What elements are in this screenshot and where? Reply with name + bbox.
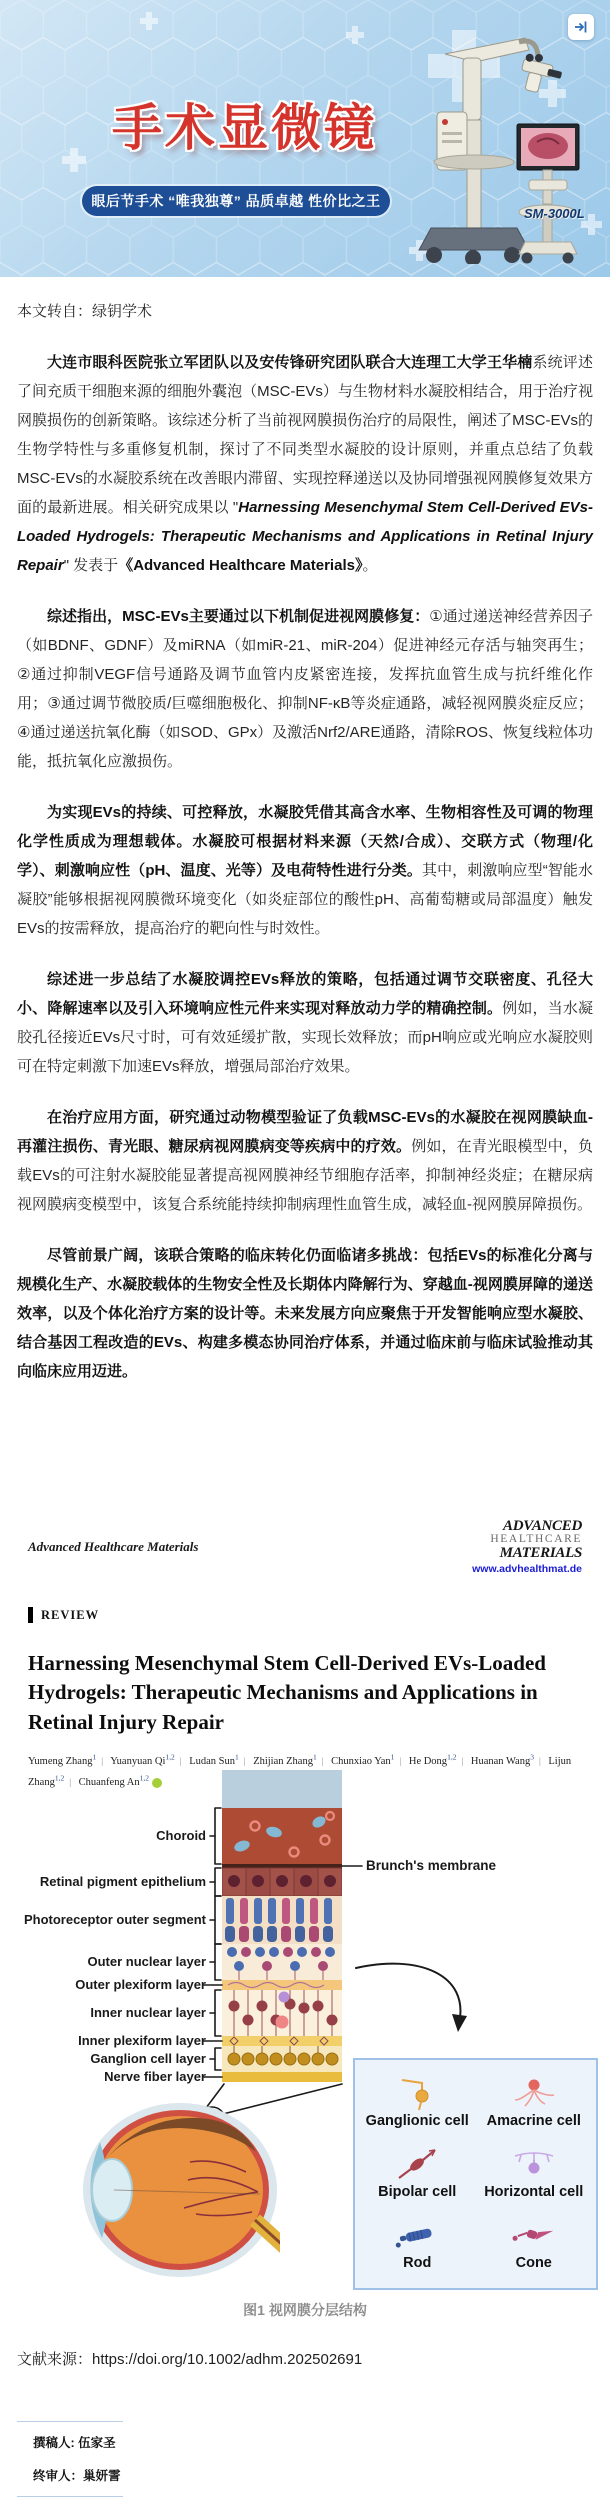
logo-line-1: ADVANCED bbox=[502, 1518, 582, 1534]
author: He Dong$^{1,2}$ bbox=[408, 1752, 457, 1767]
legend-item: Bipolar cell bbox=[359, 2139, 476, 2210]
banner-tagline: 眼后节手术 “唯我独尊” 品质卓越 性价比之王 bbox=[82, 186, 390, 216]
article-paragraph: 为实现EVs的持续、可控释放，水凝胶凭借其高含水率、生物相容性及可调的物理化学性质成为理想载体。水凝胶可根据材料来源（天然/合成）、交联方式（物理/化学）、刺激响应性（pH、温度、光等）及电荷特性进行分类。其中，刺激响应型“智能水凝胶”能够根据视网膜微环境变化（如炎症部位的酸性pH、高葡萄糖或局部温度）触发EVs的按需释放，提高治疗的靶向性与时效性。 bbox=[17, 804, 594, 937]
layer-label-nerve-fiber: Nerve fiber layer bbox=[104, 2069, 206, 2084]
author: Chuanfeng An$^{1,2}$ bbox=[78, 1773, 149, 1789]
banner-model-number: SM-3000L bbox=[524, 206, 585, 221]
enter-arrow-icon bbox=[573, 19, 589, 35]
rod-cell-icon bbox=[394, 2219, 440, 2253]
legend-item: Rod bbox=[359, 2209, 476, 2280]
amacrine-cell-icon bbox=[511, 2077, 557, 2111]
author-list: Yumeng Zhang$^1$ | Yuanyuan Qi$^{1,2}$ | Ludan Sun$^1$ | Zhijian Zhang$^1$ | Chunxiao Yan$^1$ | He Dong$^{1,2}$ | Huanan Wang$^3$ | Lijun Zhang$^{1,2}$ | Chuanfeng An$^{1,2}$ bbox=[28, 1752, 572, 1789]
layer-label-outer-nuclear: Outer nuclear layer bbox=[87, 1954, 206, 1969]
brunchs-membrane-label: Brunch's membrane bbox=[366, 1858, 496, 1873]
ganglionic-cell-icon bbox=[394, 2077, 440, 2111]
eyeball-illustration bbox=[80, 2100, 280, 2280]
layer-label-inner-plexiform: Inner plexiform layer bbox=[78, 2033, 206, 2048]
writer-credit: 撰稿人: 伍家圣 bbox=[33, 2436, 116, 2450]
logo-line-3: MATERIALS bbox=[499, 1545, 582, 1562]
article-paragraph: 综述指出，MSC-EVs主要通过以下机制促进视网膜修复：①通过递送神经营养因子（如BDNF、GDNF）及miRNA（如miR-21、miR-204）促进神经元存活与轴突再生；②通过抑制VEGF信号通路及调节血管内皮紧密连接，发挥抗血管生成与抗纤维化作用；③通过调节微胶质/巨噬细胞极化、抑制NF-κB等炎症通路，减轻视网膜炎症反应；④通过递送抗氧化酶（如SOD、GPx）及激活Nrf2/ARE通路，清除ROS、恢复线粒体功能，抵抗氧化应激损伤。 bbox=[17, 608, 593, 770]
surgical-microscope-illustration bbox=[379, 12, 594, 264]
cone-cell-icon bbox=[511, 2219, 557, 2253]
article-paragraph: 大连市眼科医院张立军团队以及安传锋研究团队联合大连理工大学王华楠系统评述了间充质干细胞来源的细胞外囊泡（MSC-EVs）与生物材料水凝胶相结合，用于治疗视网膜损伤的创新策略。该综述分析了当前视网膜损伤治疗的局限性，阐述了MSC-EVs的生物学特性与多重修复机制，探讨了不同类型水凝胶的设计原则，并重点总结了负载MSC-EVs的水凝胶系统在改善眼内滞留、实现控释递送以及协同增强视网膜修复效果方面的最新进展。相关研究成果以 "Harnessing Mesenchymal Stem Cell-Derived EVs-Loaded Hydrogels: Therapeutic Mechanisms and Applications in Retinal Injury Repair" 发表于《Advanced Healthcare Materials》。 bbox=[17, 354, 593, 574]
paper-screenshot bbox=[0, 1505, 610, 1793]
journal-url: www.advhealthmat.de bbox=[472, 1563, 582, 1576]
legend-item: Cone bbox=[476, 2209, 593, 2280]
paper-title: Harnessing Mesenchymal Stem Cell-Derived EVs-Loaded Hydrogels: Therapeutic Mechanisms and Applications in Retinal Injury Repair bbox=[28, 1651, 546, 1734]
author: Yuanyuan Qi$^{1,2}$ bbox=[110, 1752, 175, 1767]
author: Ludan Sun$^1$ bbox=[189, 1752, 239, 1767]
legend-item: Amacrine cell bbox=[476, 2068, 593, 2139]
author: Zhijian Zhang$^1$ bbox=[253, 1752, 317, 1767]
horizontal-cell-icon bbox=[511, 2148, 557, 2182]
footer-divider bbox=[17, 2421, 123, 2422]
footer-divider bbox=[17, 2496, 123, 2497]
layer-label-photoreceptor: Photoreceptor outer segment bbox=[23, 1912, 206, 1927]
logo-line-2: HEALTHCARE bbox=[490, 1533, 582, 1546]
legend-item: Horizontal cell bbox=[476, 2139, 593, 2210]
article-paragraph: 综述进一步总结了水凝胶调控EVs释放的策略，包括通过调节交联密度、孔径大小、降解速率以及引入环境响应性元件来实现对释放动力学的精确控制。例如，当水凝胶孔径接近EVs尺寸时，可有效延缓扩散，实现长效释放；而pH响应或光响应水凝胶则可在特定刺激下加速EVs释放，增强局部治疗效果。 bbox=[17, 971, 593, 1075]
expand-button[interactable] bbox=[568, 14, 594, 40]
section-label-row bbox=[28, 1607, 582, 1623]
author: Lijun Zhang$^{1,2}$ bbox=[28, 1755, 572, 1789]
article-body bbox=[0, 277, 610, 1408]
layer-label-rpe: Retinal pigment epithelium bbox=[39, 1874, 206, 1889]
journal-running-head bbox=[28, 1519, 582, 1575]
article-paragraph: 尽管前景广阔，该联合策略的临床转化仍面临诸多挑战：包括EVs的标准化分离与规模化生产、水凝胶载体的生物安全性及长期体内降解行为、穿越血-视网膜屏障的递送效率，以及个体化治疗方案的设计等。未来发展方向应聚焦于开发智能响应型水凝胶、结合基因工程改造的EVs、构建多模态协同治疗体系，并通过临床前与临床试验推动其向临床应用迈进。 bbox=[17, 1247, 593, 1380]
layer-label-inner-nuclear: Inner nuclear layer bbox=[90, 2005, 206, 2020]
journal-name: Advanced Healthcare Materials bbox=[28, 1539, 199, 1554]
legend-item: Ganglionic cell bbox=[359, 2068, 476, 2139]
reviewer-credit: 终审人：巢妍霅 bbox=[33, 2469, 121, 2483]
citation-doi: 文献来源：https://doi.org/10.1002/adhm.202502691 bbox=[17, 2351, 363, 2368]
bipolar-cell-icon bbox=[394, 2148, 440, 2182]
cell-legend bbox=[353, 2058, 598, 2290]
author: Chunxiao Yan$^1$ bbox=[331, 1752, 395, 1767]
figure-caption: 图1 视网膜分层结构 bbox=[243, 2302, 367, 2318]
layer-label-choroid: Choroid bbox=[156, 1828, 206, 1843]
journal-logo bbox=[472, 1519, 582, 1575]
source-line: 本文转自：绿钥学术 bbox=[17, 303, 153, 320]
layer-label-ganglion: Ganglion cell layer bbox=[90, 2051, 206, 2066]
review-bar bbox=[28, 1607, 33, 1623]
author: Yumeng Zhang$^1$ bbox=[28, 1752, 97, 1767]
author: Huanan Wang$^3$ bbox=[470, 1752, 534, 1767]
figure-retina-layers bbox=[0, 1762, 610, 2307]
banner-title: 手术显微镜 bbox=[112, 100, 377, 156]
layer-label-outer-plexiform: Outer plexiform layer bbox=[75, 1977, 206, 1992]
promo-banner bbox=[0, 0, 610, 277]
article-paragraph: 在治疗应用方面，研究通过动物模型验证了负载MSC-EVs的水凝胶在视网膜缺血-再灌注损伤、青光眼、糖尿病视网膜病变等疾病中的疗效。例如，在青光眼模型中，负载EVs的可注射水凝胶能显著提高视网膜神经节细胞存活率，抑制神经炎症；在糖尿病视网膜病变模型中，该复合系统能持续抑制病理性血管生成，减轻血-视网膜屏障损伤。 bbox=[17, 1109, 593, 1213]
section-label: REVIEW bbox=[41, 1607, 100, 1622]
